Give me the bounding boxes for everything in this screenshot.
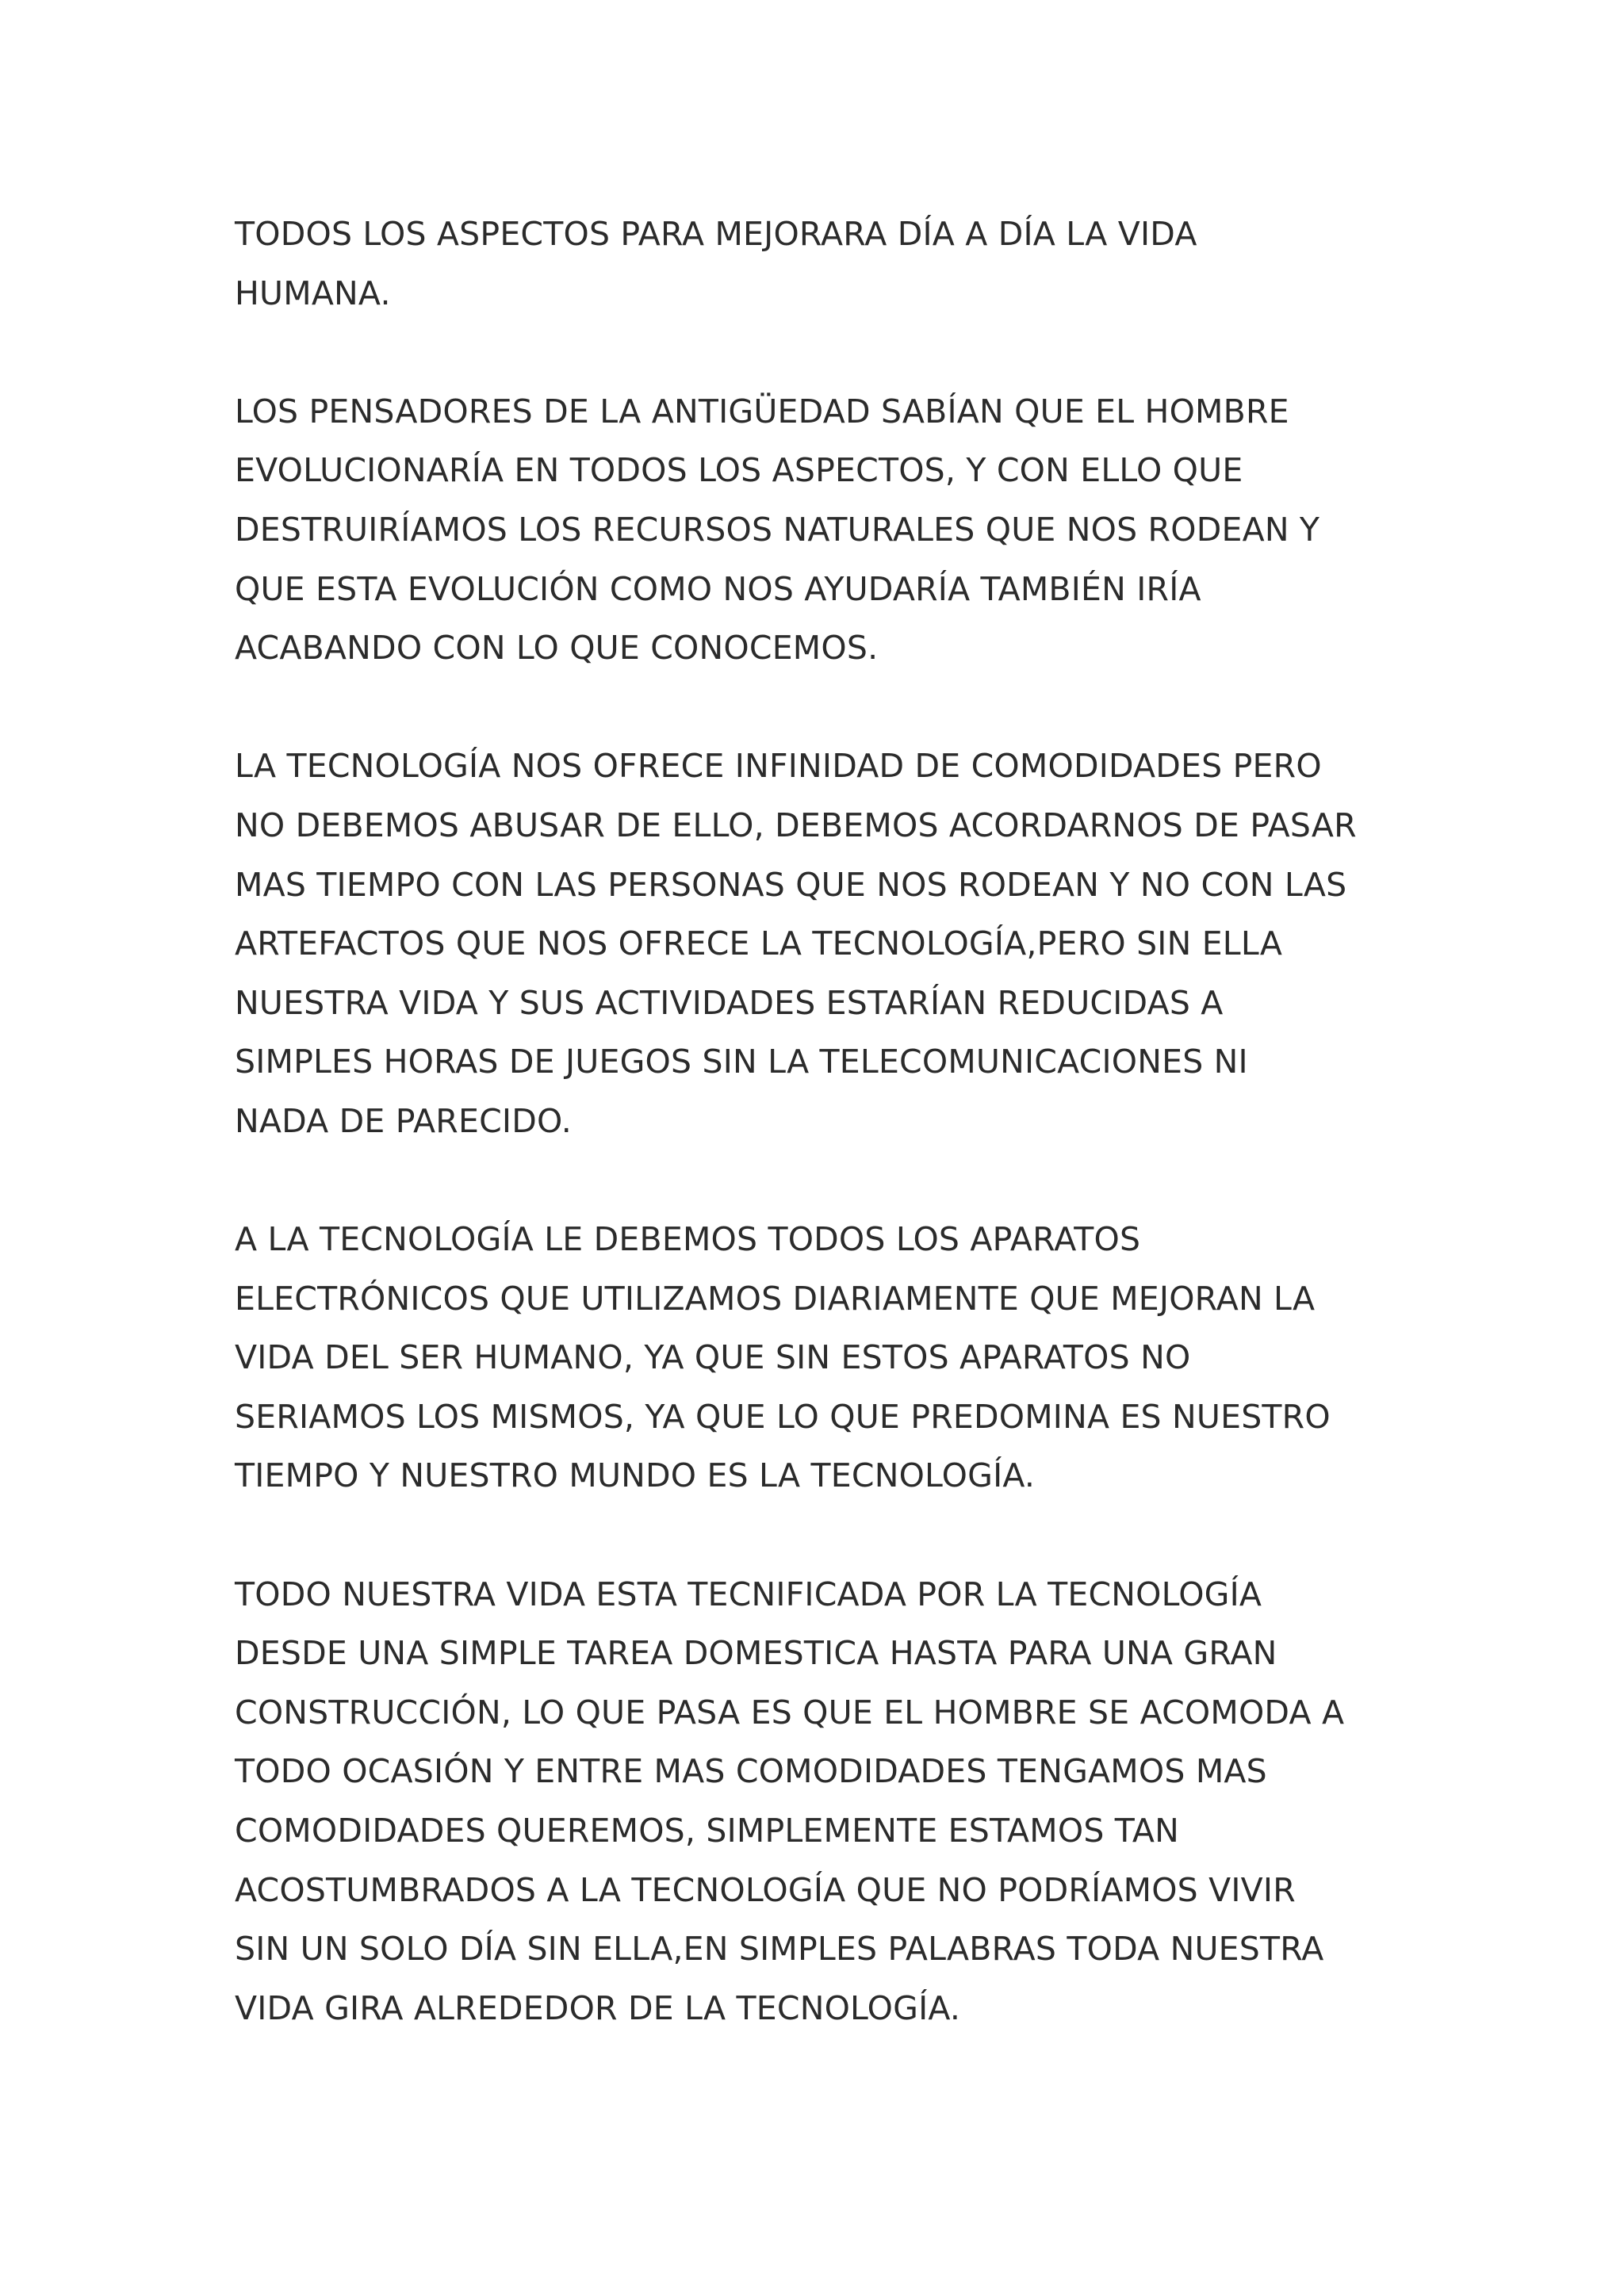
paragraph-2 — [235, 382, 1424, 678]
text-line: SERIAMOS LOS MISMOS, YA QUE LO QUE PREDOMINA ES NUESTRO — [235, 1397, 1331, 1436]
document-body — [235, 205, 1424, 2097]
text-line: TODOS LOS ASPECTOS PARA MEJORARA DÍA A DÍA LA VIDA — [235, 215, 1197, 253]
text-line: TODO NUESTRA VIDA ESTA TECNIFICADA POR LA TECNOLOGÍA — [235, 1575, 1262, 1613]
text-line: QUE ESTA EVOLUCIÓN COMO NOS AYUDARÍA TAMBIÉN IRÍA — [235, 569, 1201, 608]
text-line: TIEMPO Y NUESTRO MUNDO ES LA TECNOLOGÍA. — [235, 1456, 1036, 1495]
text-line: DESDE UNA SIMPLE TAREA DOMESTICA HASTA PARA UNA GRAN — [235, 1634, 1277, 1673]
text-line: VIDA DEL SER HUMANO, YA QUE SIN ESTOS APARATOS NO — [235, 1338, 1191, 1377]
paragraph-5 — [235, 1565, 1424, 2038]
text-line: ACABANDO CON LO QUE CONOCEMOS. — [235, 629, 879, 668]
text-line: NADA DE PARECIDO. — [235, 1101, 573, 1140]
text-line: COMODIDADES QUEREMOS, SIMPLEMENTE ESTAMOS TAN — [235, 1812, 1179, 1850]
text-line: SIN UN SOLO DÍA SIN ELLA,EN SIMPLES PALABRAS TODA NUESTRA — [235, 1930, 1324, 1969]
text-line: DESTRUIRÍAMOS LOS RECURSOS NATURALES QUE NOS RODEAN Y — [235, 510, 1320, 549]
text-line: NO DEBEMOS ABUSAR DE ELLO, DEBEMOS ACORDARNOS DE PASAR — [235, 806, 1357, 844]
text-line: VIDA GIRA ALREDEDOR DE LA TECNOLOGÍA. — [235, 1988, 961, 2027]
paragraph-3 — [235, 737, 1424, 1150]
text-line: ACOSTUMBRADOS A LA TECNOLOGÍA QUE NO PODRÍAMOS VIVIR — [235, 1870, 1296, 1909]
paragraph-1 — [235, 205, 1424, 323]
text-line: SIMPLES HORAS DE JUEGOS SIN LA TELECOMUNICACIONES NI — [235, 1043, 1248, 1081]
text-line: MAS TIEMPO CON LAS PERSONAS QUE NOS RODEAN Y NO CON LAS — [235, 865, 1347, 904]
text-line: EVOLUCIONARÍA EN TODOS LOS ASPECTOS, Y CON ELLO QUE — [235, 451, 1243, 490]
text-line: A LA TECNOLOGÍA LE DEBEMOS TODOS LOS APARATOS — [235, 1220, 1141, 1259]
text-line: NUESTRA VIDA Y SUS ACTIVIDADES ESTARÍAN REDUCIDAS A — [235, 983, 1224, 1022]
text-line: ELECTRÓNICOS QUE UTILIZAMOS DIARIAMENTE QUE MEJORAN LA — [235, 1279, 1316, 1318]
text-line: CONSTRUCCIÓN, LO QUE PASA ES QUE EL HOMBRE SE ACOMODA A — [235, 1693, 1345, 1732]
text-line: ARTEFACTOS QUE NOS OFRECE LA TECNOLOGÍA,PERO SIN ELLA — [235, 924, 1283, 963]
text-line: HUMANA. — [235, 274, 391, 312]
text-line: LA TECNOLOGÍA NOS OFRECE INFINIDAD DE COMODIDADES PERO — [235, 747, 1322, 786]
text-line: TODO OCASIÓN Y ENTRE MAS COMODIDADES TENGAMOS MAS — [235, 1752, 1267, 1791]
paragraph-4 — [235, 1210, 1424, 1506]
text-line: LOS PENSADORES DE LA ANTIGÜEDAD SABÍAN QUE EL HOMBRE — [235, 392, 1289, 430]
